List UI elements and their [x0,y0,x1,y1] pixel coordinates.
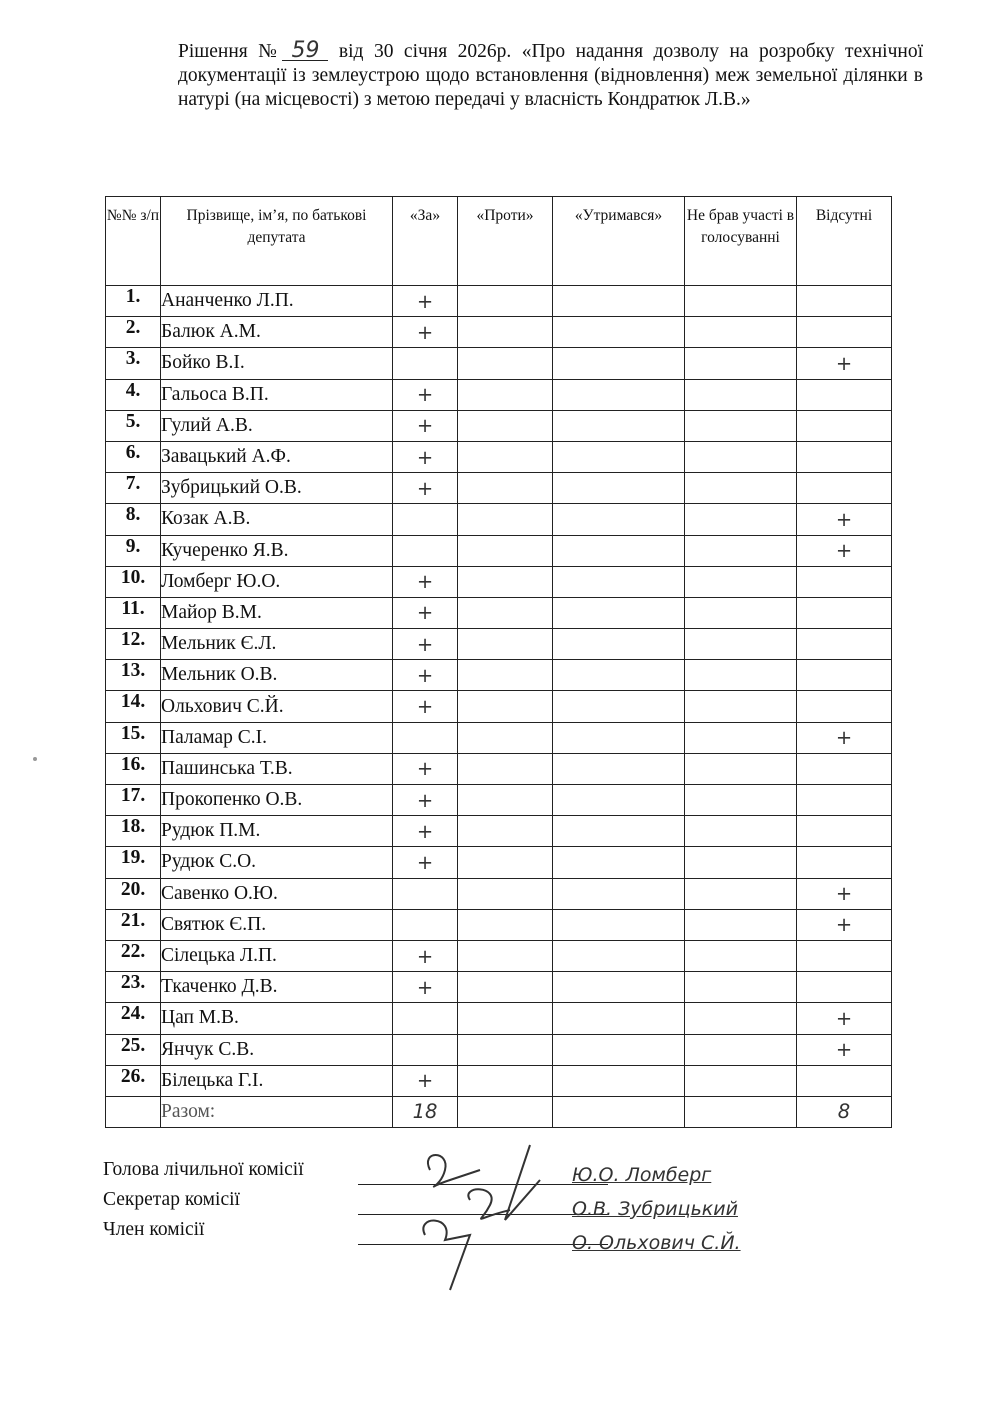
vote-abstain [553,878,685,909]
commission-member-name: О. Ольхович С.Й. [572,1232,741,1254]
vote-abstain [553,691,685,722]
voting-table [105,196,892,1128]
row-number: 24. [106,1003,161,1034]
table-row [106,972,892,1003]
deputy-name: Бойко В.І. [161,348,393,379]
vote-for [393,722,458,753]
commission-secretary-label: Секретар комісії [103,1189,240,1210]
vote-abstain [553,816,685,847]
decision-title [178,40,923,112]
row-number: 10. [106,566,161,597]
deputy-name: Завацький А.Ф. [161,441,393,472]
vote-against [458,597,553,628]
vote-against [458,691,553,722]
vote-for: + [393,441,458,472]
vote-absent [797,473,892,504]
scan-speck [33,757,37,761]
vote-absent [797,847,892,878]
vote-against [458,410,553,441]
vote-absent: + [797,878,892,909]
row-number: 20. [106,878,161,909]
row-number: 19. [106,847,161,878]
vote-abstain [553,379,685,410]
vote-absent: + [797,504,892,535]
vote-absent [797,972,892,1003]
deputy-name: Кучеренко Я.В. [161,535,393,566]
deputy-name: Рудюк П.М. [161,816,393,847]
vote-abstain [553,566,685,597]
row-number: 7. [106,473,161,504]
deputy-name: Мельник Є.Л. [161,629,393,660]
vote-for: + [393,816,458,847]
vote-abstain [553,753,685,784]
deputy-name: Ананченко Л.П. [161,286,393,317]
vote-for [393,1003,458,1034]
vote-for: + [393,473,458,504]
vote-for: + [393,660,458,691]
deputy-name: Гальоса В.П. [161,379,393,410]
vote-abstain [553,348,685,379]
deputy-name: Козак А.В. [161,504,393,535]
vote-for [393,348,458,379]
table-row [106,473,892,504]
commission-head-label: Голова лічильної комісії [103,1159,304,1180]
vote-against [458,504,553,535]
vote-absent: + [797,535,892,566]
table-row [106,660,892,691]
column-header: «Утримався» [553,197,685,286]
vote-against [458,473,553,504]
row-number: 6. [106,441,161,472]
table-row [106,1034,892,1065]
vote-for: + [393,629,458,660]
vote-abstain [553,317,685,348]
vote-against [458,566,553,597]
commission-block [103,1155,304,1245]
row-number: 16. [106,753,161,784]
vote-for: + [393,753,458,784]
total-abstain [553,1096,685,1127]
vote-against [458,785,553,816]
decision-prefix: Рішення № [178,41,283,62]
deputy-name: Цап М.В. [161,1003,393,1034]
table-row [106,504,892,535]
vote-absent [797,660,892,691]
deputy-name: Ольхович С.Й. [161,691,393,722]
deputy-name: Майор В.М. [161,597,393,628]
table-row [106,410,892,441]
vote-abstain [553,473,685,504]
vote-against [458,722,553,753]
row-number: 13. [106,660,161,691]
vote-absent: + [797,348,892,379]
vote-against [458,317,553,348]
table-row [106,722,892,753]
deputy-name: Балюк А.М. [161,317,393,348]
row-number: 14. [106,691,161,722]
vote-for: + [393,566,458,597]
vote-against [458,816,553,847]
vote-for: + [393,847,458,878]
vote-absent: + [797,1034,892,1065]
vote-against [458,535,553,566]
vote-abstain [553,441,685,472]
vote-not-participated [685,878,797,909]
vote-not-participated [685,753,797,784]
deputy-name: Сілецька Л.П. [161,940,393,971]
total-absent: 8 [797,1096,892,1127]
deputy-name: Святюк Є.П. [161,909,393,940]
vote-abstain [553,535,685,566]
vote-absent [797,629,892,660]
vote-abstain [553,785,685,816]
commission-member-label: Член комісії [103,1219,205,1240]
row-number: 11. [106,597,161,628]
vote-for: + [393,940,458,971]
table-row [106,753,892,784]
vote-for [393,535,458,566]
column-header: Прізвище, ім’я, по батькові депутата [161,197,393,286]
vote-for: + [393,1065,458,1096]
row-number: 9. [106,535,161,566]
vote-absent [797,785,892,816]
total-label: Разом: [161,1096,393,1127]
table-row [106,816,892,847]
vote-not-participated [685,566,797,597]
table-row [106,535,892,566]
vote-for: + [393,785,458,816]
deputy-name: Пашинська Т.В. [161,753,393,784]
row-number: 2. [106,317,161,348]
deputy-name: Мельник О.В. [161,660,393,691]
vote-for: + [393,691,458,722]
table-row [106,597,892,628]
total-row [106,1096,892,1127]
table-row [106,940,892,971]
row-number: 25. [106,1034,161,1065]
vote-against [458,286,553,317]
vote-for [393,878,458,909]
row-number: 21. [106,909,161,940]
vote-not-participated [685,691,797,722]
vote-absent [797,691,892,722]
vote-abstain [553,1003,685,1034]
vote-not-participated [685,972,797,1003]
total-number [106,1096,161,1127]
vote-for: + [393,286,458,317]
vote-for [393,1034,458,1065]
deputy-name: Білецька Г.І. [161,1065,393,1096]
vote-against [458,909,553,940]
commission-head-name: Ю.О. Ломберг [572,1164,712,1186]
vote-abstain [553,940,685,971]
vote-not-participated [685,660,797,691]
deputy-name: Янчук С.В. [161,1034,393,1065]
column-header: №№ з/п [106,197,161,286]
vote-abstain [553,629,685,660]
vote-not-participated [685,348,797,379]
table-row [106,317,892,348]
vote-absent [797,441,892,472]
vote-against [458,348,553,379]
commission-secretary-name: О.В. Зубрицький [572,1198,738,1220]
vote-abstain [553,597,685,628]
total-against [458,1096,553,1127]
vote-for: + [393,410,458,441]
row-number: 5. [106,410,161,441]
column-header: «Проти» [458,197,553,286]
vote-not-participated [685,317,797,348]
total-for: 18 [393,1096,458,1127]
deputy-name: Гулий А.В. [161,410,393,441]
vote-not-participated [685,847,797,878]
vote-for: + [393,972,458,1003]
row-number: 1. [106,286,161,317]
vote-absent [797,410,892,441]
row-number: 22. [106,940,161,971]
decision-text: від 30 січня 2026р. «Про надання дозволу на розробку технічної документації із землеустрою щодо встановлення (відновлення) меж земельної ділянки в натурі (на місцевості) з метою передачі у власність Кондратюк Л.В.» [178,41,923,110]
row-number: 15. [106,722,161,753]
handwritten-signatures [410,1140,570,1300]
vote-absent [797,317,892,348]
total-not-participated [685,1096,797,1127]
vote-abstain [553,660,685,691]
deputy-name: Ломберг Ю.О. [161,566,393,597]
vote-not-participated [685,504,797,535]
row-number: 12. [106,629,161,660]
table-row [106,629,892,660]
vote-absent [797,816,892,847]
vote-against [458,379,553,410]
vote-absent [797,286,892,317]
table-row [106,566,892,597]
vote-against [458,972,553,1003]
table-row [106,847,892,878]
table-row [106,691,892,722]
vote-against [458,441,553,472]
decision-number: 59 [282,42,328,61]
vote-against [458,629,553,660]
deputy-name: Ткаченко Д.В. [161,972,393,1003]
vote-not-participated [685,629,797,660]
deputy-name: Паламар С.І. [161,722,393,753]
vote-not-participated [685,1065,797,1096]
vote-not-participated [685,410,797,441]
table-row [106,348,892,379]
vote-abstain [553,410,685,441]
table-row [106,878,892,909]
vote-not-participated [685,1034,797,1065]
vote-abstain [553,1065,685,1096]
vote-against [458,660,553,691]
vote-absent: + [797,1003,892,1034]
row-number: 26. [106,1065,161,1096]
deputy-name: Савенко О.Ю. [161,878,393,909]
vote-for: + [393,317,458,348]
vote-against [458,753,553,784]
vote-not-participated [685,940,797,971]
vote-absent [797,566,892,597]
vote-for: + [393,597,458,628]
vote-not-participated [685,473,797,504]
vote-not-participated [685,286,797,317]
vote-absent [797,1065,892,1096]
row-number: 3. [106,348,161,379]
vote-absent: + [797,722,892,753]
vote-absent [797,753,892,784]
vote-absent [797,379,892,410]
vote-against [458,847,553,878]
vote-for [393,909,458,940]
table-row [106,1065,892,1096]
row-number: 23. [106,972,161,1003]
row-number: 8. [106,504,161,535]
vote-abstain [553,972,685,1003]
table-row [106,909,892,940]
table-row [106,441,892,472]
vote-absent [797,940,892,971]
vote-abstain [553,1034,685,1065]
vote-not-participated [685,379,797,410]
column-header: «За» [393,197,458,286]
vote-not-participated [685,722,797,753]
table-row [106,1003,892,1034]
vote-against [458,1034,553,1065]
deputy-name: Прокопенко О.В. [161,785,393,816]
table-row [106,785,892,816]
vote-not-participated [685,535,797,566]
column-header: Відсутні [797,197,892,286]
vote-for [393,504,458,535]
column-header: Не брав участі в голосуванні [685,197,797,286]
vote-against [458,1065,553,1096]
vote-against [458,940,553,971]
vote-not-participated [685,909,797,940]
vote-absent [797,597,892,628]
vote-for: + [393,379,458,410]
vote-abstain [553,847,685,878]
row-number: 17. [106,785,161,816]
vote-not-participated [685,785,797,816]
vote-not-participated [685,1003,797,1034]
table-row [106,286,892,317]
vote-not-participated [685,816,797,847]
vote-against [458,878,553,909]
row-number: 4. [106,379,161,410]
table-body [106,286,892,1128]
vote-abstain [553,504,685,535]
row-number: 18. [106,816,161,847]
vote-not-participated [685,597,797,628]
commission-names [572,1158,741,1260]
table-header [106,197,892,286]
table-row [106,379,892,410]
vote-abstain [553,909,685,940]
vote-abstain [553,286,685,317]
vote-against [458,1003,553,1034]
deputy-name: Зубрицький О.В. [161,473,393,504]
vote-abstain [553,722,685,753]
vote-absent: + [797,909,892,940]
deputy-name: Рудюк С.О. [161,847,393,878]
vote-not-participated [685,441,797,472]
